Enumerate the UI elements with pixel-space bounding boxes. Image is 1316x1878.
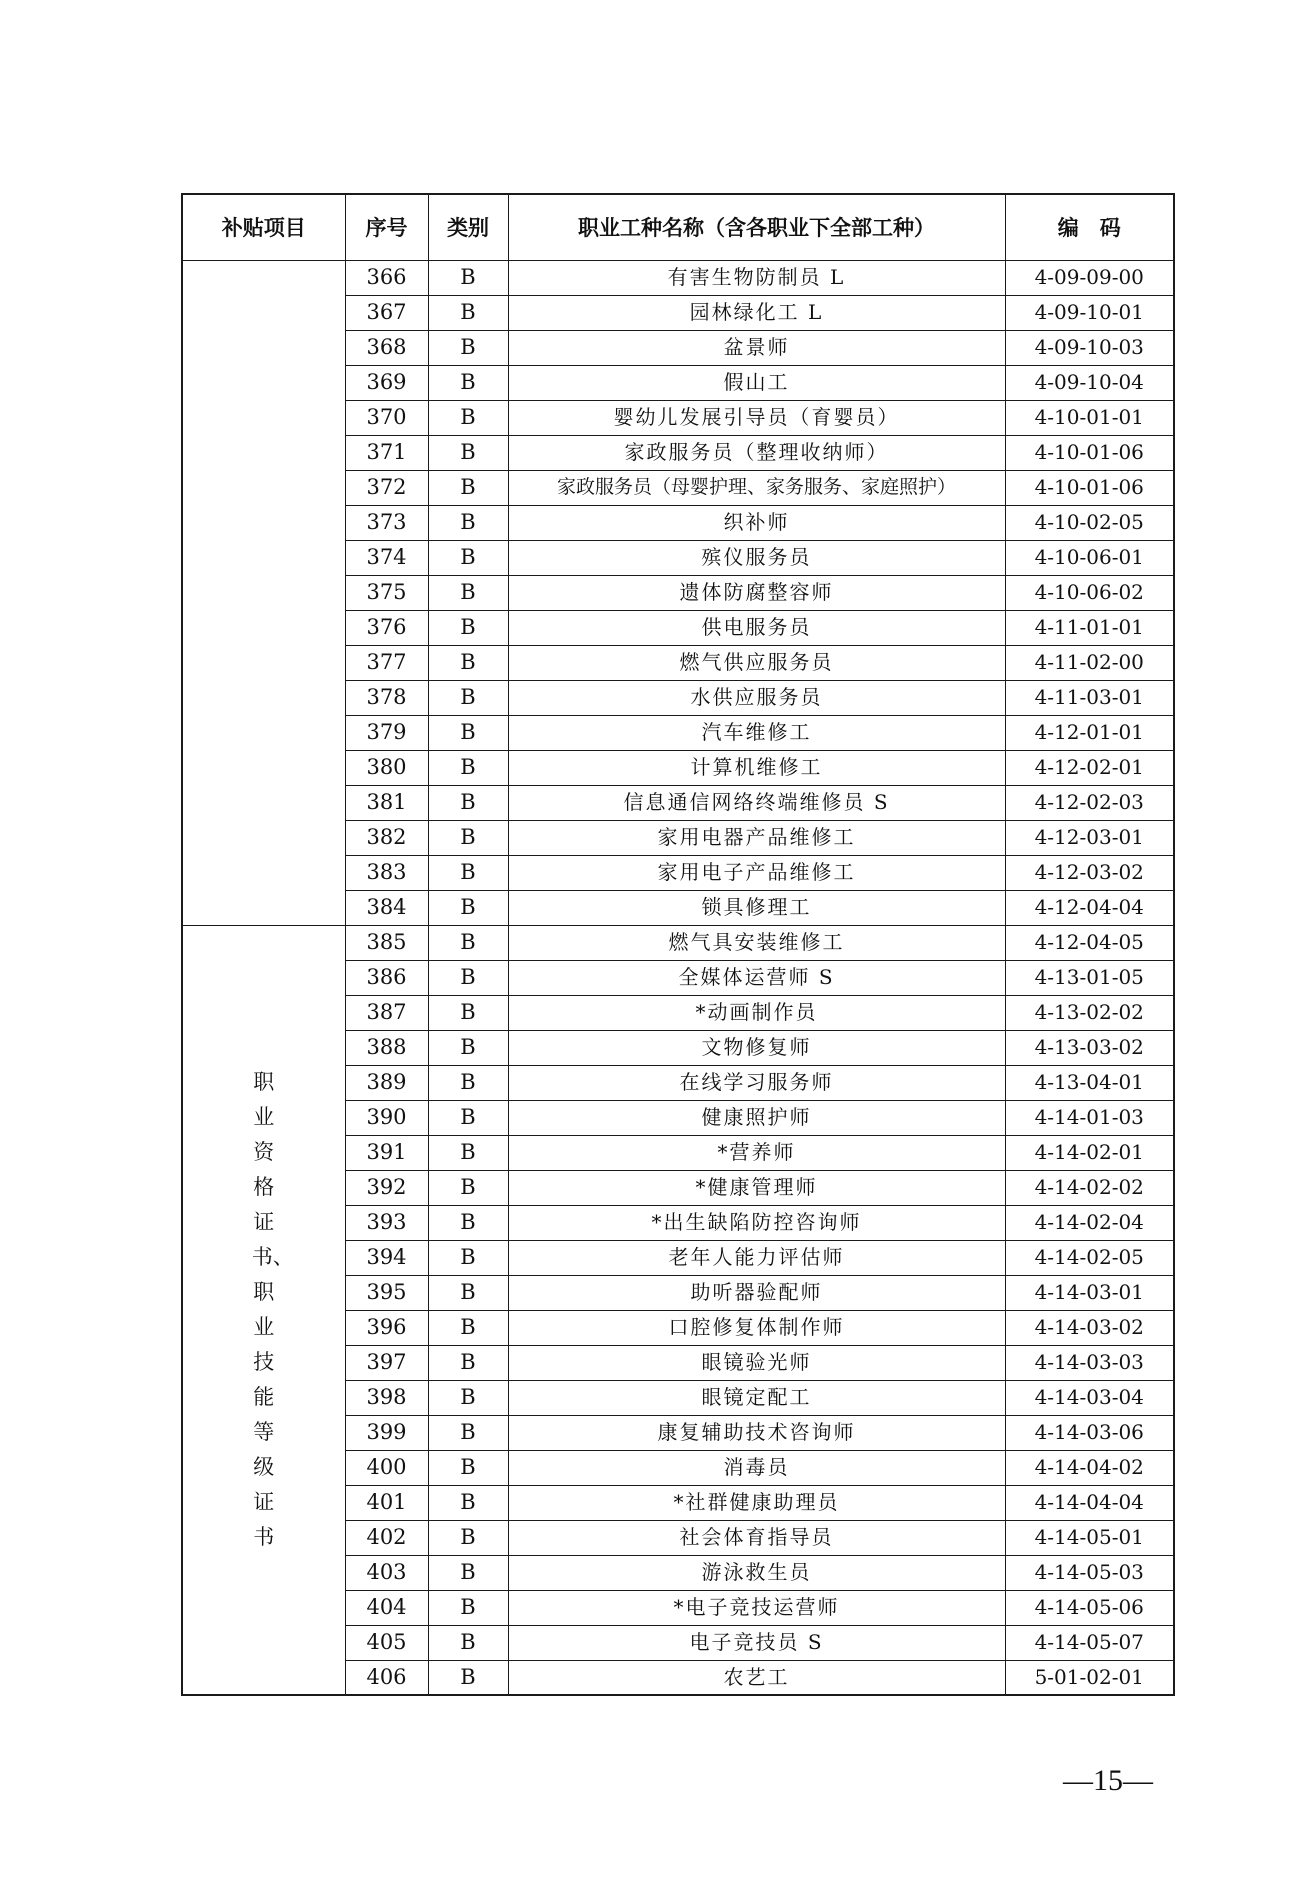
code-cell: 4-14-03-06	[1005, 1415, 1174, 1450]
seq-cell: 366	[345, 260, 428, 295]
category-cell: B	[428, 330, 508, 365]
occupation-name-cell: 信息通信网络终端维修员 S	[508, 785, 1005, 820]
category-cell: B	[428, 1555, 508, 1590]
code-cell: 4-12-04-04	[1005, 890, 1174, 925]
seq-cell: 371	[345, 435, 428, 470]
seq-cell: 394	[345, 1240, 428, 1275]
category-cell: B	[428, 1660, 508, 1695]
code-cell: 4-14-05-01	[1005, 1520, 1174, 1555]
code-cell: 4-14-02-01	[1005, 1135, 1174, 1170]
code-cell: 4-11-02-00	[1005, 645, 1174, 680]
category-cell: B	[428, 1380, 508, 1415]
code-cell: 4-14-02-04	[1005, 1205, 1174, 1240]
seq-cell: 393	[345, 1205, 428, 1240]
seq-cell: 386	[345, 960, 428, 995]
category-cell: B	[428, 820, 508, 855]
code-cell: 4-10-01-01	[1005, 400, 1174, 435]
code-cell: 4-14-05-06	[1005, 1590, 1174, 1625]
occupation-name-cell: 假山工	[508, 365, 1005, 400]
code-cell: 4-09-10-01	[1005, 295, 1174, 330]
occupation-name-cell: 家用电子产品维修工	[508, 855, 1005, 890]
category-cell: B	[428, 1135, 508, 1170]
occupation-name-cell: 织补师	[508, 505, 1005, 540]
category-cell: B	[428, 1205, 508, 1240]
code-cell: 4-14-02-05	[1005, 1240, 1174, 1275]
seq-cell: 377	[345, 645, 428, 680]
category-cell: B	[428, 1170, 508, 1205]
category-cell: B	[428, 715, 508, 750]
header-occupation-name: 职业工种名称（含各职业下全部工种）	[508, 194, 1005, 260]
category-cell: B	[428, 1450, 508, 1485]
code-cell: 4-12-03-02	[1005, 855, 1174, 890]
occupation-name-cell: 水供应服务员	[508, 680, 1005, 715]
code-cell: 4-12-04-05	[1005, 925, 1174, 960]
occupation-name-cell: 游泳救生员	[508, 1555, 1005, 1590]
seq-cell: 387	[345, 995, 428, 1030]
seq-cell: 367	[345, 295, 428, 330]
occupation-name-cell: 老年人能力评估师	[508, 1240, 1005, 1275]
subsidy-project-cell	[182, 925, 345, 1695]
seq-cell: 374	[345, 540, 428, 575]
code-cell: 4-14-05-03	[1005, 1555, 1174, 1590]
occupation-name-cell: 园林绿化工 L	[508, 295, 1005, 330]
code-cell: 4-14-03-04	[1005, 1380, 1174, 1415]
seq-cell: 376	[345, 610, 428, 645]
occupation-name-cell: 消毒员	[508, 1450, 1005, 1485]
seq-cell: 382	[345, 820, 428, 855]
category-cell: B	[428, 1310, 508, 1345]
category-cell: B	[428, 540, 508, 575]
category-cell: B	[428, 1065, 508, 1100]
code-cell: 4-13-04-01	[1005, 1065, 1174, 1100]
category-cell: B	[428, 680, 508, 715]
seq-cell: 403	[345, 1555, 428, 1590]
occupation-name-cell: *出生缺陷防控咨询师	[508, 1205, 1005, 1240]
code-cell: 4-13-01-05	[1005, 960, 1174, 995]
category-cell: B	[428, 1345, 508, 1380]
seq-cell: 402	[345, 1520, 428, 1555]
code-cell: 4-14-05-07	[1005, 1625, 1174, 1660]
code-cell: 4-10-01-06	[1005, 470, 1174, 505]
occupation-name-cell: 燃气供应服务员	[508, 645, 1005, 680]
occupation-name-cell: 健康照护师	[508, 1100, 1005, 1135]
occupation-subsidy-table	[181, 193, 1175, 1696]
occupation-name-cell: 口腔修复体制作师	[508, 1310, 1005, 1345]
header-category: 类别	[428, 194, 508, 260]
seq-cell: 397	[345, 1345, 428, 1380]
category-cell: B	[428, 1030, 508, 1065]
seq-cell: 390	[345, 1100, 428, 1135]
seq-cell: 396	[345, 1310, 428, 1345]
occupation-name-cell: 遗体防腐整容师	[508, 575, 1005, 610]
category-cell: B	[428, 610, 508, 645]
code-cell: 4-11-03-01	[1005, 680, 1174, 715]
seq-cell: 388	[345, 1030, 428, 1065]
code-cell: 4-12-03-01	[1005, 820, 1174, 855]
occupation-name-cell: 锁具修理工	[508, 890, 1005, 925]
occupation-name-cell: 社会体育指导员	[508, 1520, 1005, 1555]
occupation-name-cell: 有害生物防制员 L	[508, 260, 1005, 295]
category-cell: B	[428, 890, 508, 925]
occupation-name-cell: 汽车维修工	[508, 715, 1005, 750]
seq-cell: 384	[345, 890, 428, 925]
category-cell: B	[428, 925, 508, 960]
category-cell: B	[428, 855, 508, 890]
seq-cell: 373	[345, 505, 428, 540]
header-seq: 序号	[345, 194, 428, 260]
code-cell: 4-09-10-03	[1005, 330, 1174, 365]
seq-cell: 369	[345, 365, 428, 400]
occupation-name-cell: 家政服务员（母婴护理、家务服务、家庭照护）	[508, 470, 1005, 505]
occupation-name-cell: 康复辅助技术咨询师	[508, 1415, 1005, 1450]
code-cell: 4-10-06-02	[1005, 575, 1174, 610]
category-cell: B	[428, 1485, 508, 1520]
occupation-name-cell: 计算机维修工	[508, 750, 1005, 785]
occupation-name-cell: 电子竞技员 S	[508, 1625, 1005, 1660]
seq-cell: 372	[345, 470, 428, 505]
seq-cell: 391	[345, 1135, 428, 1170]
category-cell: B	[428, 1625, 508, 1660]
occupation-name-cell: *营养师	[508, 1135, 1005, 1170]
occupation-name-cell: 助听器验配师	[508, 1275, 1005, 1310]
seq-cell: 401	[345, 1485, 428, 1520]
code-cell: 4-14-02-02	[1005, 1170, 1174, 1205]
seq-cell: 380	[345, 750, 428, 785]
seq-cell: 379	[345, 715, 428, 750]
table-row	[182, 925, 1174, 960]
occupation-name-cell: *动画制作员	[508, 995, 1005, 1030]
code-cell: 4-13-02-02	[1005, 995, 1174, 1030]
occupation-name-cell: 全媒体运营师 S	[508, 960, 1005, 995]
category-cell: B	[428, 995, 508, 1030]
code-cell: 4-10-06-01	[1005, 540, 1174, 575]
seq-cell: 375	[345, 575, 428, 610]
code-cell: 4-10-02-05	[1005, 505, 1174, 540]
seq-cell: 395	[345, 1275, 428, 1310]
seq-cell: 405	[345, 1625, 428, 1660]
code-cell: 4-14-03-03	[1005, 1345, 1174, 1380]
occupation-name-cell: 在线学习服务师	[508, 1065, 1005, 1100]
occupation-name-cell: 家政服务员（整理收纳师）	[508, 435, 1005, 470]
code-cell: 4-09-10-04	[1005, 365, 1174, 400]
code-cell: 4-09-09-00	[1005, 260, 1174, 295]
category-cell: B	[428, 295, 508, 330]
occupation-name-cell: *电子竞技运营师	[508, 1590, 1005, 1625]
category-cell: B	[428, 1275, 508, 1310]
occupation-name-cell: 眼镜验光师	[508, 1345, 1005, 1380]
code-cell: 4-12-02-01	[1005, 750, 1174, 785]
category-cell: B	[428, 785, 508, 820]
occupation-name-cell: 文物修复师	[508, 1030, 1005, 1065]
code-cell: 4-14-01-03	[1005, 1100, 1174, 1135]
seq-cell: 378	[345, 680, 428, 715]
seq-cell: 400	[345, 1450, 428, 1485]
subsidy-project-label: 职业资格证书、职业技能等级证书	[251, 1069, 294, 1549]
header-code: 编 码	[1005, 194, 1174, 260]
category-cell: B	[428, 1100, 508, 1135]
seq-cell: 398	[345, 1380, 428, 1415]
seq-cell: 404	[345, 1590, 428, 1625]
seq-cell: 399	[345, 1415, 428, 1450]
category-cell: B	[428, 960, 508, 995]
code-cell: 4-14-04-02	[1005, 1450, 1174, 1485]
category-cell: B	[428, 575, 508, 610]
table-header-row	[182, 194, 1174, 260]
category-cell: B	[428, 1590, 508, 1625]
code-cell: 4-10-01-06	[1005, 435, 1174, 470]
code-cell: 4-12-01-01	[1005, 715, 1174, 750]
category-cell: B	[428, 435, 508, 470]
category-cell: B	[428, 1415, 508, 1450]
occupation-name-cell: *社群健康助理员	[508, 1485, 1005, 1520]
code-cell: 4-12-02-03	[1005, 785, 1174, 820]
occupation-name-cell: 眼镜定配工	[508, 1380, 1005, 1415]
code-cell: 4-11-01-01	[1005, 610, 1174, 645]
occupation-name-cell: 盆景师	[508, 330, 1005, 365]
seq-cell: 381	[345, 785, 428, 820]
seq-cell: 389	[345, 1065, 428, 1100]
seq-cell: 368	[345, 330, 428, 365]
subsidy-project-cell	[182, 260, 345, 925]
seq-cell: 383	[345, 855, 428, 890]
category-cell: B	[428, 365, 508, 400]
seq-cell: 406	[345, 1660, 428, 1695]
category-cell: B	[428, 1520, 508, 1555]
category-cell: B	[428, 400, 508, 435]
occupation-name-cell: 燃气具安装维修工	[508, 925, 1005, 960]
occupation-name-cell: 殡仪服务员	[508, 540, 1005, 575]
category-cell: B	[428, 260, 508, 295]
table-row	[182, 260, 1174, 295]
seq-cell: 385	[345, 925, 428, 960]
occupation-name-cell: 婴幼儿发展引导员（育婴员）	[508, 400, 1005, 435]
code-cell: 4-13-03-02	[1005, 1030, 1174, 1065]
occupation-name-cell: 农艺工	[508, 1660, 1005, 1695]
occupation-name-cell: 供电服务员	[508, 610, 1005, 645]
code-cell: 5-01-02-01	[1005, 1660, 1174, 1695]
category-cell: B	[428, 645, 508, 680]
category-cell: B	[428, 470, 508, 505]
code-cell: 4-14-04-04	[1005, 1485, 1174, 1520]
header-subsidy-project: 补贴项目	[182, 194, 345, 260]
table-body	[182, 260, 1174, 1695]
page-number: —15—	[1063, 1764, 1153, 1797]
occupation-name-cell: 家用电器产品维修工	[508, 820, 1005, 855]
code-cell: 4-14-03-01	[1005, 1275, 1174, 1310]
category-cell: B	[428, 1240, 508, 1275]
category-cell: B	[428, 505, 508, 540]
seq-cell: 392	[345, 1170, 428, 1205]
seq-cell: 370	[345, 400, 428, 435]
occupation-name-cell: *健康管理师	[508, 1170, 1005, 1205]
category-cell: B	[428, 750, 508, 785]
code-cell: 4-14-03-02	[1005, 1310, 1174, 1345]
